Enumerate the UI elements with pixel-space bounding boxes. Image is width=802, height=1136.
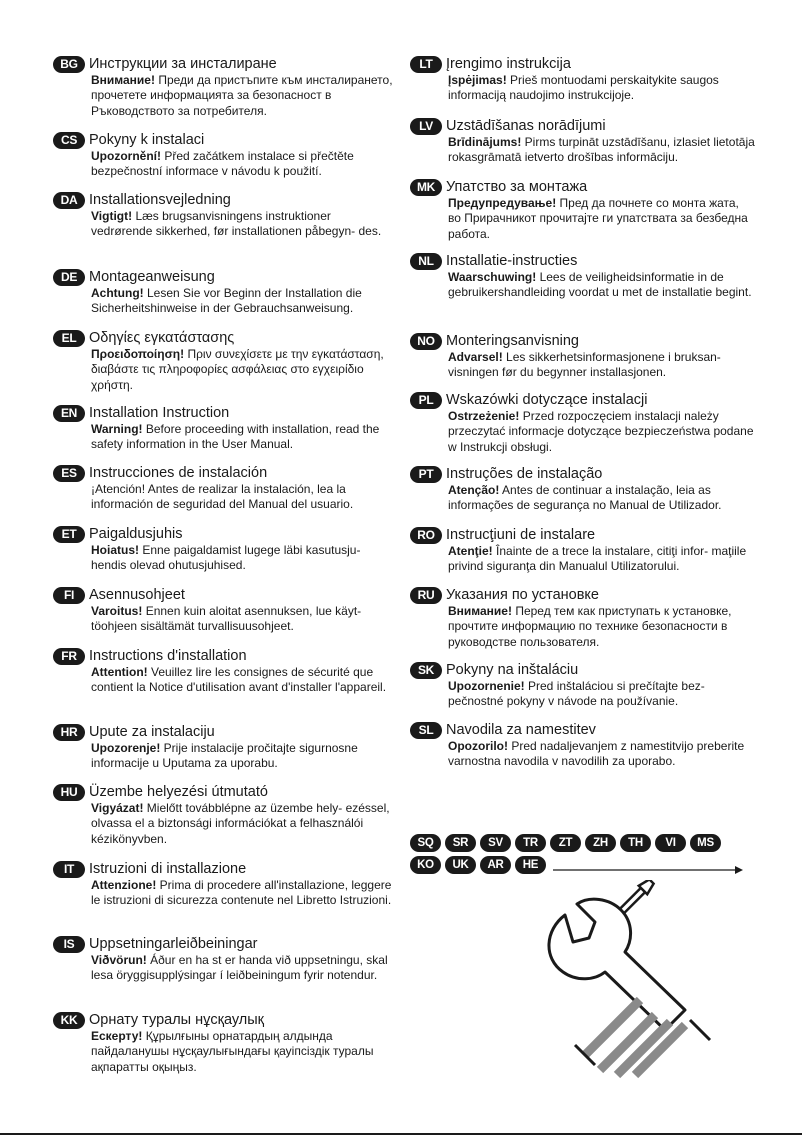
entry-heading xyxy=(410,465,755,483)
language-code-badge: HR xyxy=(53,724,85,741)
language-code-badge: NL xyxy=(410,253,442,270)
warning-label: Warning! xyxy=(91,422,143,436)
entry-text: ¡Atención! Antes de realizar la instalación, lea la información de seguridad del Manual del usuario. xyxy=(91,482,354,512)
language-code-badge: ET xyxy=(53,526,85,543)
warning-label: Upozornenie! xyxy=(448,679,525,693)
instruction-entry-fi xyxy=(53,586,393,635)
language-code-badge: TH xyxy=(620,834,651,852)
entry-title: Navodila za namestitev xyxy=(446,721,596,738)
entry-text: Before proceeding with installation, read the safety information in the User Manual. xyxy=(91,422,380,452)
entry-body xyxy=(91,286,393,317)
entry-text: Mielőtt továbblépne az üzembe hely- ezéssel, olvassa el a biztonsági információkat a felhasználói kézikönyvben. xyxy=(91,801,390,846)
entry-text: Pirms turpināt uzstādīšanu, izlasiet lietotāja rokasgrāmatā ietverto drošības informāciju. xyxy=(448,135,755,165)
language-code-badge: HE xyxy=(515,856,546,874)
entry-heading xyxy=(53,191,393,209)
entry-text: Lees de veiligheidsinformatie in de gebruikershandleiding voordat u met de installatie begint. xyxy=(448,270,752,300)
entry-body xyxy=(91,149,393,180)
language-code-badge: SV xyxy=(480,834,511,852)
instruction-entry-mk xyxy=(410,178,755,242)
instruction-entry-pt xyxy=(410,465,755,514)
language-code-badge: KO xyxy=(410,856,441,874)
entry-text: Преди да пристъпите към инсталирането, прочетете информацията за безопасност в Ръководството за потребителя. xyxy=(91,73,393,118)
language-code-badge: LV xyxy=(410,118,442,135)
entry-heading xyxy=(410,661,755,679)
entry-title: Installatie-instructies xyxy=(446,252,578,269)
entry-text: Pred inštaláciou si prečítajte bez- pečnostné pokyny v návode na používanie. xyxy=(448,679,705,709)
warning-label: Vigtigt! xyxy=(91,209,133,223)
warning-label: Įspėjimas! xyxy=(448,73,507,87)
warning-label: Atenţie! xyxy=(448,544,493,558)
language-code-badge: CS xyxy=(53,132,85,149)
language-code-badge: SL xyxy=(410,722,442,739)
instruction-entry-ru xyxy=(410,586,755,650)
entry-body xyxy=(91,665,393,696)
entry-title: Uppsetningarleiðbeiningar xyxy=(89,935,258,952)
entry-title: Instrucţiuni de instalare xyxy=(446,526,596,543)
entry-heading xyxy=(53,647,393,665)
entry-heading xyxy=(410,332,755,350)
instruction-entry-el xyxy=(53,329,393,393)
entry-heading xyxy=(53,723,393,741)
entry-body xyxy=(448,544,755,575)
language-code-badge: AR xyxy=(480,856,511,874)
entry-body xyxy=(91,741,393,772)
entry-heading xyxy=(410,391,755,409)
entry-text: Перед тем как приступать к установке, прочтите информацию по технике безопасности в руководстве пользователя. xyxy=(448,604,732,649)
instruction-entry-hr xyxy=(53,723,393,772)
warning-label: Upozorenje! xyxy=(91,741,161,755)
wrench-screwdriver-icon xyxy=(525,880,755,1080)
entry-heading xyxy=(410,526,755,544)
entry-title: Указания по установке xyxy=(446,586,599,603)
entry-text: Antes de continuar a instalação, leia as informações de segurança no Manual de Utilizador. xyxy=(448,483,722,513)
language-code-badge: RO xyxy=(410,527,442,544)
instruction-entry-hu xyxy=(53,783,393,847)
entry-body xyxy=(91,482,393,513)
language-code-badge: SK xyxy=(410,662,442,679)
entry-title: Uzstādīšanas norādījumi xyxy=(446,117,606,134)
entry-heading xyxy=(410,721,755,739)
entry-text: Před začátkem instalace si přečtěte bezpečnostní informace v návodu k použití. xyxy=(91,149,354,179)
entry-title: Pokyny na inštaláciu xyxy=(446,661,579,678)
warning-label: Viðvörun! xyxy=(91,953,147,967)
codes-row-1 xyxy=(410,833,770,853)
language-code-badge: ZT xyxy=(550,834,581,852)
page-bottom-rule xyxy=(0,1133,802,1135)
language-code-badge: KK xyxy=(53,1012,85,1029)
entry-title: Įrengimo instrukcija xyxy=(446,55,571,72)
entry-body xyxy=(91,73,393,119)
entry-title: Upute za instalaciju xyxy=(89,723,215,740)
instruction-entry-no xyxy=(410,332,755,381)
entry-text: Veuillez lire les consignes de sécurité que contient la Notice d'utilisation avant d'installer l'appareil. xyxy=(91,665,387,695)
warning-label: Brīdinājums! xyxy=(448,135,522,149)
entry-title: Упатство за монтажа xyxy=(446,178,588,195)
entry-heading xyxy=(53,525,393,543)
entry-heading xyxy=(410,55,755,73)
entry-body xyxy=(91,1029,393,1075)
instruction-entry-nl xyxy=(410,252,755,301)
entry-heading xyxy=(53,1011,393,1029)
entry-text: Prieš montuodami perskaitykite saugos informaciją naudojimo instrukcijoje. xyxy=(448,73,719,103)
entry-body xyxy=(448,350,755,381)
language-code-badge: NO xyxy=(410,333,442,350)
warning-label: Attention! xyxy=(91,665,148,679)
language-code-badge: RU xyxy=(410,587,442,604)
entry-body xyxy=(91,604,393,635)
entry-title: Instruções de instalação xyxy=(446,465,603,482)
language-code-badge: LT xyxy=(410,56,442,73)
warning-label: Vigyázat! xyxy=(91,801,144,815)
entry-body xyxy=(91,347,393,393)
language-code-badge: FR xyxy=(53,648,85,665)
entry-body xyxy=(448,196,755,242)
instruction-entry-cs xyxy=(53,131,393,180)
warning-label: Внимание! xyxy=(91,73,155,87)
language-code-badge: ES xyxy=(53,465,85,482)
instruction-entry-ro xyxy=(410,526,755,575)
language-code-badge: UK xyxy=(445,856,476,874)
entry-heading xyxy=(53,586,393,604)
entry-text: Prije instalacije pročitajte sigurnosne informacije u Uputama za uporabu. xyxy=(91,741,358,771)
entry-text: Πριν συνεχίσετε με την εγκατάσταση, διαβάστε τις πληροφορίες ασφάλειας στο εγχειρίδιο χρήστη. xyxy=(91,347,384,392)
entry-heading xyxy=(410,252,755,270)
instruction-entry-et xyxy=(53,525,393,574)
instruction-entry-lv xyxy=(410,117,755,166)
warning-label: Внимание! xyxy=(448,604,512,618)
language-code-badge: IS xyxy=(53,936,85,953)
entry-body xyxy=(91,422,393,453)
language-code-badge: MK xyxy=(410,179,442,196)
warning-label: Hoiatus! xyxy=(91,543,139,557)
instruction-entry-de xyxy=(53,268,393,317)
instruction-entry-lt xyxy=(410,55,755,104)
warning-label: Achtung! xyxy=(91,286,144,300)
entry-body xyxy=(91,878,393,909)
language-code-badge: DA xyxy=(53,192,85,209)
language-code-badge: EL xyxy=(53,330,85,347)
language-code-badge: DE xyxy=(53,269,85,286)
warning-label: Varoitus! xyxy=(91,604,143,618)
entry-heading xyxy=(410,586,755,604)
entry-text: Áður en ha st er handa við uppsetningu, skal lesa öryggisupplýsingar í leiðbeiningum fyrir notendur. xyxy=(91,953,388,983)
entry-heading xyxy=(53,131,393,149)
entry-title: Wskazówki dotyczące instalacji xyxy=(446,391,648,408)
entry-heading xyxy=(53,935,393,953)
entry-heading xyxy=(53,55,393,73)
entry-heading xyxy=(53,464,393,482)
entry-text: Læs brugsanvisningens instruktioner vedrørende sikkerhed, før installationen påbegyn- des. xyxy=(91,209,382,239)
language-code-badge: SQ xyxy=(410,834,441,852)
instruction-entry-is xyxy=(53,935,393,984)
entry-title: Οδηγίες εγκατάστασης xyxy=(89,329,235,346)
language-code-badge: TR xyxy=(515,834,546,852)
entry-text: Przed rozpoczęciem instalacji należy przeczytać informacje dotyczące bezpieczeństwa podane w Instrukcji obsługi. xyxy=(448,409,754,454)
entry-text: Құрылғыны орнатардың алдында пайдаланушы нұсқаулығындағы қауіпсіздік туралы ақпаратты оқыңыз. xyxy=(91,1029,374,1074)
entry-title: Montageanweisung xyxy=(89,268,215,285)
language-code-badge: ZH xyxy=(585,834,616,852)
entry-heading xyxy=(53,860,393,878)
entry-text: Пред да почнете со монта жата, во Прирачникот прочитајте ги упатствата за безбедна работа. xyxy=(448,196,748,241)
entry-body xyxy=(448,135,755,166)
instruction-entry-da xyxy=(53,191,393,240)
warning-label: Waarschuwing! xyxy=(448,270,537,284)
entry-body xyxy=(448,73,755,104)
entry-body xyxy=(91,801,393,847)
entry-title: Paigaldusjuhis xyxy=(89,525,183,542)
warning-label: Upozornění! xyxy=(91,149,161,163)
language-code-badge: PL xyxy=(410,392,442,409)
entry-body xyxy=(91,953,393,984)
instruction-entry-es xyxy=(53,464,393,513)
entry-text: Les sikkerhetsinformasjonene i bruksan- visningen før du begynner installasjonen. xyxy=(448,350,721,380)
language-code-badge: VI xyxy=(655,834,686,852)
entry-heading xyxy=(53,268,393,286)
language-code-badge: IT xyxy=(53,861,85,878)
entry-body xyxy=(448,679,755,710)
warning-label: Ostrzeżenie! xyxy=(448,409,520,423)
entry-title: Monteringsanvisning xyxy=(446,332,579,349)
arrow-right-icon xyxy=(553,865,743,875)
instruction-entry-sk xyxy=(410,661,755,710)
entry-body xyxy=(448,483,755,514)
entry-text: Pred nadaljevanjem z namestitvijo preberite varnostna navodila v navodilih za uporabo. xyxy=(448,739,745,769)
language-code-badge: EN xyxy=(53,405,85,422)
language-code-badge: SR xyxy=(445,834,476,852)
entry-heading xyxy=(410,178,755,196)
entry-heading xyxy=(53,783,393,801)
entry-title: Инструкции за инсталиране xyxy=(89,55,277,72)
entry-body xyxy=(448,604,755,650)
entry-title: Instrucciones de instalación xyxy=(89,464,268,481)
entry-text: Ennen kuin aloitat asennuksen, lue käyt- töohjeen sisältämät turvallisuusohjeet. xyxy=(91,604,362,634)
warning-label: Advarsel! xyxy=(448,350,503,364)
warning-label: Atenção! xyxy=(448,483,500,497)
entry-title: Installationsvejledning xyxy=(89,191,231,208)
entry-body xyxy=(448,409,755,455)
entry-heading xyxy=(410,117,755,135)
instruction-entry-en xyxy=(53,404,393,453)
language-code-badge: BG xyxy=(53,56,85,73)
entry-heading xyxy=(53,404,393,422)
entry-body xyxy=(448,270,755,301)
warning-label: Opozorilo! xyxy=(448,739,508,753)
language-code-badge: FI xyxy=(53,587,85,604)
warning-label: Ескерту! xyxy=(91,1029,143,1043)
warning-label: Предупредување! xyxy=(448,196,557,210)
entry-title: Instructions d'installation xyxy=(89,647,247,664)
language-code-badge: PT xyxy=(410,466,442,483)
instruction-entry-it xyxy=(53,860,393,909)
instruction-entry-fr xyxy=(53,647,393,696)
instruction-entry-sl xyxy=(410,721,755,770)
entry-title: Pokyny k instalaci xyxy=(89,131,205,148)
entry-title: Орнату туралы нұсқаулық xyxy=(89,1011,265,1028)
entry-title: Istruzioni di installazione xyxy=(89,860,247,877)
instruction-entry-bg xyxy=(53,55,393,119)
entry-text: Enne paigaldamist lugege läbi kasutusju- hendis olevad ohutusjuhised. xyxy=(91,543,361,573)
language-code-badge: HU xyxy=(53,784,85,801)
entry-text: Prima di procedere all'installazione, leggere le istruzioni di sicurezza contenute nel Libretto Istruzioni. xyxy=(91,878,392,908)
entry-text: Lesen Sie vor Beginn der Installation die Sicherheitshinweise in der Gebrauchsanweisung. xyxy=(91,286,362,316)
entry-body xyxy=(91,209,393,240)
language-code-badge: MS xyxy=(690,834,721,852)
entry-title: Üzembe helyezési útmutató xyxy=(89,783,268,800)
entry-title: Installation Instruction xyxy=(89,404,230,421)
warning-label: Προειδοποίηση! xyxy=(91,347,185,361)
instruction-entry-kk xyxy=(53,1011,393,1075)
instruction-entry-pl xyxy=(410,391,755,455)
entry-title: Asennusohjeet xyxy=(89,586,185,603)
entry-heading xyxy=(53,329,393,347)
entry-body xyxy=(448,739,755,770)
warning-label: Attenzione! xyxy=(91,878,157,892)
entry-text: Înainte de a trece la instalare, citiţi infor- maţiile privind siguranţa din Manualul Utilizatorului. xyxy=(448,544,747,574)
entry-body xyxy=(91,543,393,574)
